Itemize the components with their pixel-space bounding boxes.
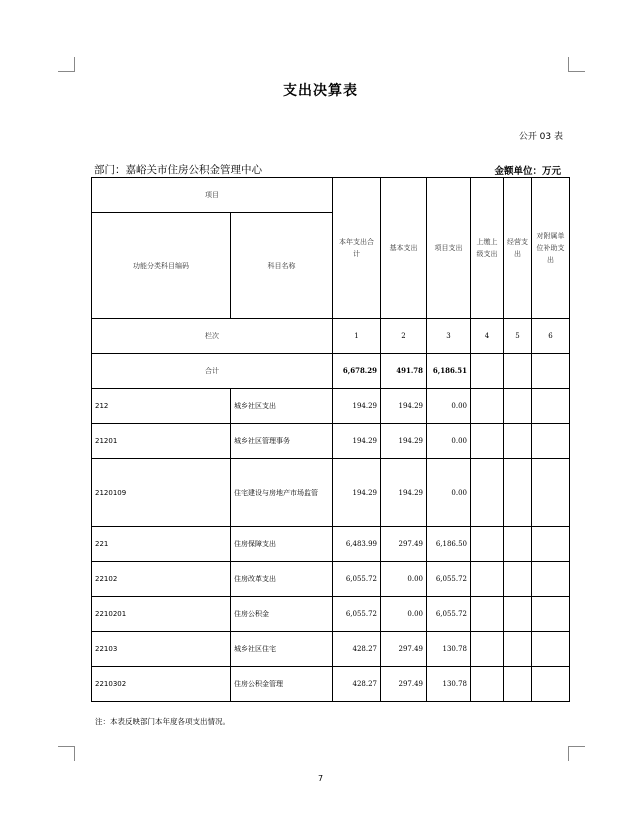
index-row-label: 栏次 [92,319,333,354]
crop-mark-top-right [568,57,585,72]
total-row-label: 合计 [92,354,333,389]
header-upper: 上缴上级支出 [471,178,504,319]
header-total: 本年支出合计 [333,178,381,319]
index-col-6: 6 [532,319,570,354]
total-row-project: 6,186.51 [427,354,471,389]
table-row: 2210201 住房公积金 6,055.72 0.00 6,055.72 [92,597,570,632]
page-title: 支出决算表 [283,83,358,99]
index-col-4: 4 [471,319,504,354]
crop-mark-top-left [58,57,75,72]
index-col-2: 2 [381,319,427,354]
table-row: 2210302 住房公积金管理 428.27 297.49 130.78 [92,667,570,702]
table-row: 221 住房保障支出 6,483.99 297.49 6,186.50 [92,527,570,562]
table-row: 212 城乡社区支出 194.29 194.29 0.00 [92,389,570,424]
header-project: 项目支出 [427,178,471,319]
unit-label: 金额单位：万元 [494,166,561,177]
header-basic: 基本支出 [381,178,427,319]
department-label: 部门：嘉峪关市住房公积金管理中心 [94,164,262,176]
crop-mark-bottom-left [58,746,75,761]
header-name: 科目名称 [231,213,333,319]
crop-mark-bottom-right [568,746,585,761]
page-number: 7 [317,774,324,783]
table-row: 22102 住房改革支出 6,055.72 0.00 6,055.72 [92,562,570,597]
expenditure-table [91,177,570,702]
table-row: 22103 城乡社区住宅 428.27 297.49 130.78 [92,632,570,667]
table-row: 2120109 住宅建设与房地产市场监管 194.29 194.29 0.00 [92,459,570,527]
total-row-total: 6,678.29 [333,354,381,389]
header-business: 经营支出 [504,178,532,319]
total-row-basic: 491.78 [381,354,427,389]
index-col-3: 3 [427,319,471,354]
footnote: 注：本表反映部门本年度各项支出情况。 [95,717,230,726]
index-col-5: 5 [504,319,532,354]
header-subsidy: 对附属单位补助支出 [532,178,570,319]
index-col-1: 1 [333,319,381,354]
header-code: 功能分类科目编码 [92,213,231,319]
form-number: 公开 03 表 [518,132,563,142]
table-row: 21201 城乡社区管理事务 194.29 194.29 0.00 [92,424,570,459]
header-item: 项目 [92,178,333,213]
